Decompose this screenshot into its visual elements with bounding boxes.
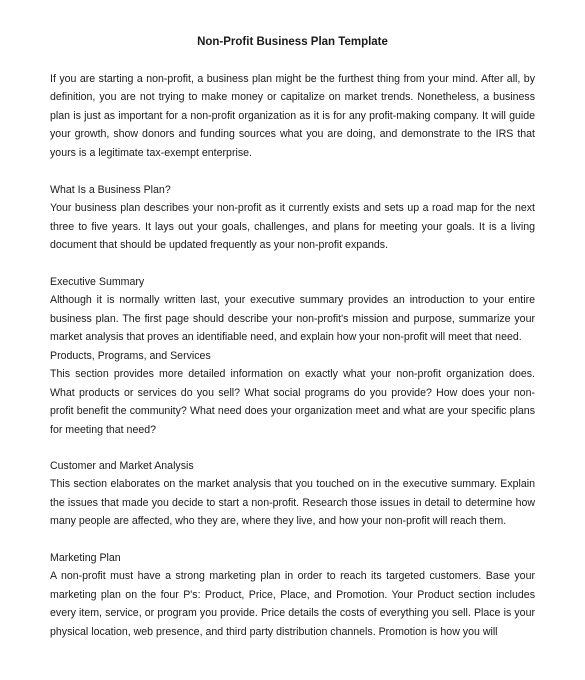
section-market-analysis [50, 457, 535, 531]
section-heading: Products, Programs, and Services [50, 350, 211, 362]
section-heading: Customer and Market Analysis [50, 460, 194, 472]
section-heading: What Is a Business Plan? [50, 184, 171, 196]
section-body: Although it is normally written last, your executive summary provides an introduction to your entire business plan. The first page should describe your non-profit's mission and purpose, summarize your market analysis that proves an identifiable need, and explain how your non-profit will meet that need. [50, 294, 535, 344]
section-body: This section provides more detailed information on exactly what your non-profit organization does. What products or services do you sell? What social programs do you provide? How does your non-profit benefit the community? What need does your organization meet and what are your specific plans for meeting that need? [50, 368, 535, 436]
section-executive-summary [50, 273, 535, 347]
section-body: A non-profit must have a strong marketing plan in order to reach its targeted customers. Base your marketing plan on the four P's: Product, Price, Place, and Promotion. Your Product section includes every item, service, or program you provide. Price details the costs of everything you sell. Place is your physical location, web presence, and third party distribution channels. Promotion is how you will [50, 570, 535, 638]
section-products [50, 347, 535, 439]
section-body: Your business plan describes your non-profit as it currently exists and sets up a road map for the next three to five years. It lays out your goals, challenges, and plans for meeting your goals. It is a living document that should be updated frequently as your non-profit expands. [50, 202, 535, 252]
section-heading: Marketing Plan [50, 552, 121, 564]
intro-block [50, 70, 535, 162]
document-title: Non-Profit Business Plan Template [197, 36, 388, 48]
section-marketing-plan [50, 549, 535, 641]
section-heading: Executive Summary [50, 276, 145, 288]
section-what-is [50, 181, 535, 255]
intro-paragraph: If you are starting a non-profit, a business plan might be the furthest thing from your mind. After all, by definition, you are not trying to make money or capitalize on market trends. Nonetheless, a business plan is just as important for a non-profit organization as it is for any profit-making company. It will guide your growth, show donors and funding sources what you are doing, and demonstrate to the IRS that yours is a legitimate tax-exempt enterprise. [50, 73, 535, 159]
section-body: This section elaborates on the market analysis that you touched on in the executive summary. Explain the issues that made you decide to start a non-profit. Research those issues in detail to determine how many people are affected, who they are, where they live, and how your non-profit will reach them. [50, 478, 535, 528]
